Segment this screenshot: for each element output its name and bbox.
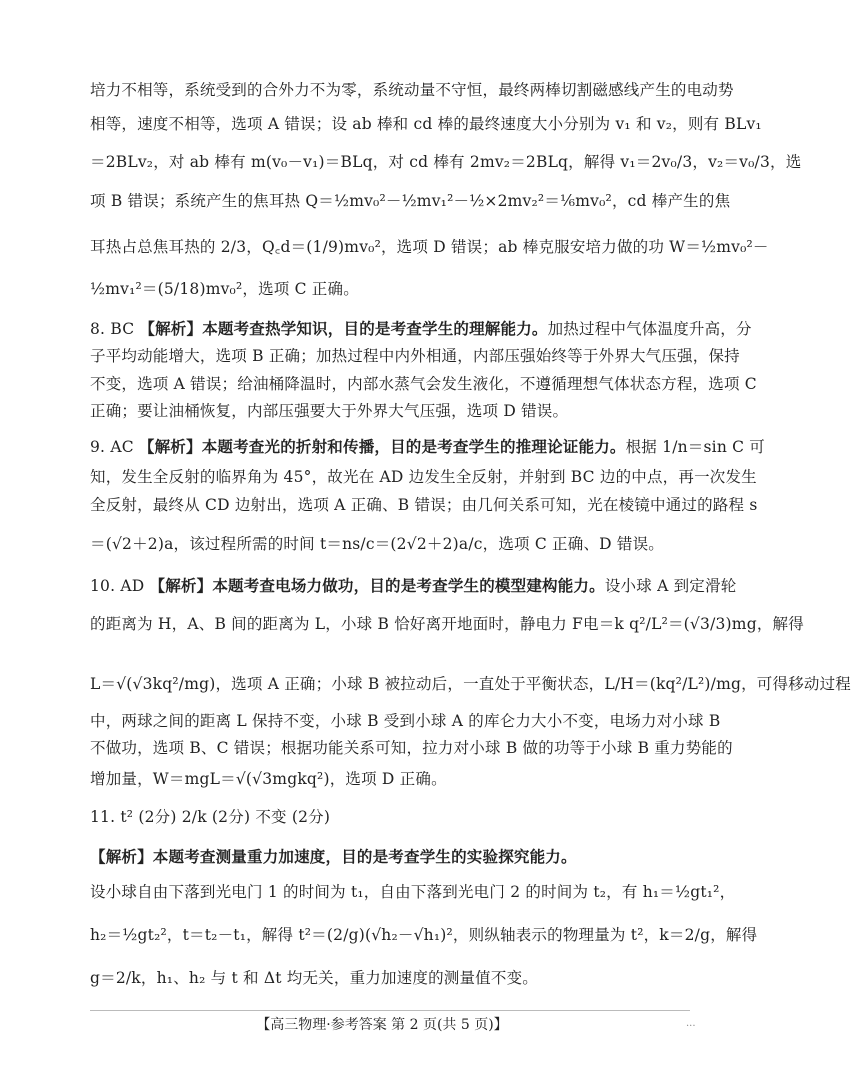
text-line: 中，两球之间的距离 L 保持不变，小球 B 受到小球 A 的库仑力大小不变，电场力对小球 B xyxy=(90,712,721,730)
footer-rule xyxy=(90,1010,690,1011)
text-line: 项 B 错误；系统产生的焦耳热 Q＝½mv₀²－½mv₁²－½×2mv₂²＝⅙mv₀²，cd 棒产生的焦 xyxy=(90,192,731,210)
text-line: h₂＝½gt₂²，t＝t₂－t₁，解得 t²＝(2/g)(√h₂－√h₁)²，则纵轴表示的物理量为 t²，k＝2/g，解得 xyxy=(90,926,758,944)
text-line: ½mv₁²＝(5/18)mv₀²，选项 C 正确。 xyxy=(90,280,359,298)
text-line: 耳热占总焦耳热的 2/3，Q꜀d＝(1/9)mv₀²，选项 D 错误；ab 棒克服安培力做的功 W＝½mv₀²－ xyxy=(90,238,769,256)
text-line: 子平均动能增大，选项 B 正确；加热过程中内外相通，内部压强始终等于外界大气压强，保持 xyxy=(90,347,740,365)
q9-line: 9. AC 【解析】本题考查光的折射和传播，目的是考查学生的推理论证能力。根据 1/n＝sin C 可 xyxy=(90,437,766,456)
page-footer: 【高三物理·参考答案 第 2 页(共 5 页)】 xyxy=(256,1017,508,1033)
q10-line: 10. AD 【解析】本题考查电场力做功，目的是考查学生的模型建构能力。设小球 A 到定滑轮 xyxy=(90,576,737,595)
corner-mark: ... xyxy=(686,1018,696,1029)
text-line: g＝2/k，h₁、h₂ 与 t 和 Δt 均无关，重力加速度的测量值不变。 xyxy=(90,969,538,987)
text-line: 全反射，最终从 CD 边射出，选项 A 正确、B 错误；由几何关系可知，光在棱镜中通过的路程 s xyxy=(90,496,758,514)
text-line: 不变，选项 A 错误；给油桶降温时，内部水蒸气会发生液化，不遵循理想气体状态方程，选项 C xyxy=(90,375,757,393)
text-line: ＝(√2＋2)a，该过程所需的时间 t＝ns/c＝(2√2＋2)a/c，选项 C 正确、D 错误。 xyxy=(90,535,665,553)
text-line: 设小球自由下落到光电门 1 的时间为 t₁，自由下落到光电门 2 的时间为 t₂，有 h₁＝½gt₁²， xyxy=(90,883,736,901)
text-line: 相等，速度不相等，选项 A 错误；设 ab 棒和 cd 棒的最终速度大小分别为 v₁ 和 v₂，则有 BLv₁ xyxy=(90,115,762,133)
text-line: 知，发生全反射的临界角为 45°，故光在 AD 边发生全反射，并射到 BC 边的中点，再一次发生 xyxy=(90,468,757,486)
q8-line: 8. BC 【解析】本题考查热学知识，目的是考查学生的理解能力。加热过程中气体温度升高，分 xyxy=(90,319,752,338)
analysis-heading: 【解析】本题考查测量重力加速度，目的是考查学生的实验探究能力。 xyxy=(90,847,577,866)
text-line: 正确；要让油桶恢复，内部压强要大于外界大气压强，选项 D 错误。 xyxy=(90,402,569,420)
text-line: 的距离为 H，A、B 间的距离为 L，小球 B 恰好离开地面时，静电力 F电＝k q²/L²＝(√3/3)mg，解得 xyxy=(90,615,804,633)
q11-line: 11. t² (2分) 2/k (2分) 不变 (2分) xyxy=(90,808,331,826)
text-line: L＝√(√3kq²/mg)，选项 A 正确；小球 B 被拉动后，一直处于平衡状态，L/H＝(kq²/L²)/mg，可得移动过程 xyxy=(90,675,851,693)
text-line: ＝2BLv₂，对 ab 棒有 m(v₀－v₁)＝BLq，对 cd 棒有 2mv₂＝2BLq，解得 v₁＝2v₀/3，v₂＝v₀/3，选 xyxy=(90,153,802,171)
text-line: 不做功，选项 B、C 错误；根据功能关系可知，拉力对小球 B 做的功等于小球 B 重力势能的 xyxy=(90,739,733,757)
text-line: 培力不相等，系统受到的合外力不为零，系统动量不守恒，最终两棒切割磁感线产生的电动势 xyxy=(90,81,734,99)
text-line: 增加量，W＝mgL＝√(√3mgkq²)，选项 D 正确。 xyxy=(90,770,447,788)
